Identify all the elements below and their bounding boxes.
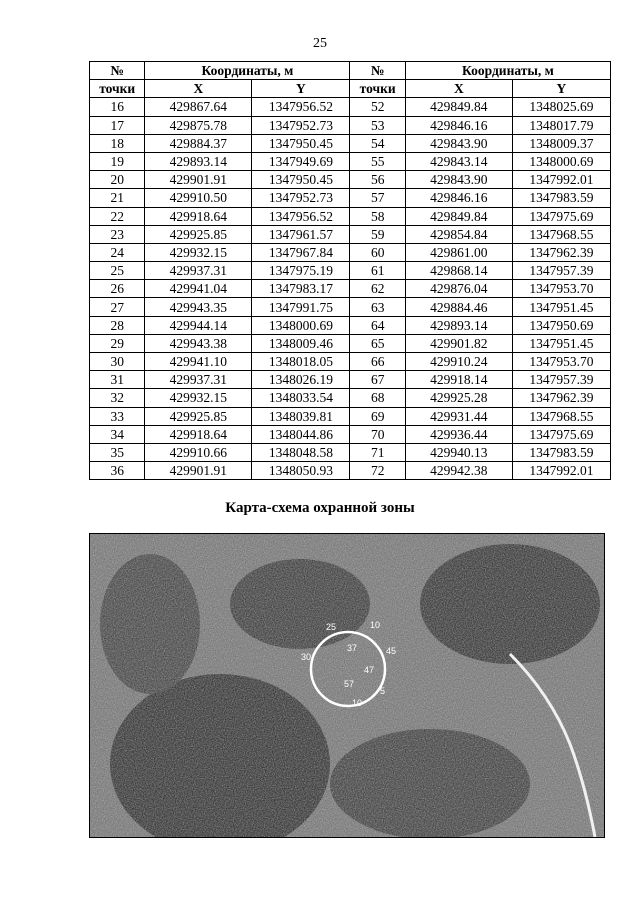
x-value-cell: 429932.15 [145,243,252,261]
x-value-cell: 429867.64 [145,98,252,116]
y-value-cell: 1348050.93 [252,462,350,480]
y-value-cell: 1347991.75 [252,298,350,316]
point-number-header-line1-right: № [350,62,405,80]
y-value-cell: 1347968.55 [512,407,610,425]
y-value-cell: 1347951.45 [512,298,610,316]
y-value-cell: 1347975.69 [512,425,610,443]
y-value-cell: 1347957.39 [512,262,610,280]
x-value-cell: 429843.90 [405,134,512,152]
point-number-cell: 59 [350,225,405,243]
x-value-cell: 429893.14 [405,316,512,334]
y-value-cell: 1347975.69 [512,207,610,225]
point-number-cell: 61 [350,262,405,280]
point-number-cell: 72 [350,462,405,480]
point-number-cell: 19 [90,152,145,170]
y-value-cell: 1347968.55 [512,225,610,243]
y-header-left: Y [252,80,350,98]
y-value-cell: 1348044.86 [252,425,350,443]
x-value-cell: 429937.31 [145,262,252,280]
x-value-cell: 429868.14 [405,262,512,280]
x-value-cell: 429876.04 [405,280,512,298]
x-value-cell: 429931.44 [405,407,512,425]
x-value-cell: 429846.16 [405,116,512,134]
table-row [90,98,611,116]
table-row [90,116,611,134]
x-value-cell: 429910.50 [145,189,252,207]
point-number-header-line2-right: точки [350,80,405,98]
point-number-cell: 24 [90,243,145,261]
y-value-cell: 1348033.54 [252,389,350,407]
y-value-cell: 1347953.70 [512,353,610,371]
point-number-cell: 69 [350,407,405,425]
table-row [90,425,611,443]
point-number-cell: 68 [350,389,405,407]
point-number-cell: 22 [90,207,145,225]
y-header-right: Y [512,80,610,98]
x-value-cell: 429875.78 [145,116,252,134]
map-label-2: 10 [370,620,381,630]
point-number-cell: 70 [350,425,405,443]
page-number: 25 [313,36,327,51]
x-value-cell: 429943.38 [145,334,252,352]
table-row [90,243,611,261]
x-value-cell: 429943.35 [145,298,252,316]
table-row [90,298,611,316]
point-number-cell: 21 [90,189,145,207]
y-value-cell: 1347949.69 [252,152,350,170]
point-number-cell: 26 [90,280,145,298]
map-label-9: 10 [352,698,363,708]
y-value-cell: 1347956.52 [252,207,350,225]
x-value-cell: 429846.16 [405,189,512,207]
point-number-cell: 16 [90,98,145,116]
point-number-cell: 57 [350,189,405,207]
x-value-cell: 429918.64 [145,207,252,225]
y-value-cell: 1348039.81 [252,407,350,425]
point-number-cell: 63 [350,298,405,316]
y-value-cell: 1347983.17 [252,280,350,298]
coordinates-table [89,61,611,480]
y-value-cell: 1347992.01 [512,462,610,480]
point-number-cell: 71 [350,443,405,461]
table-row [90,171,611,189]
y-value-cell: 1347953.70 [512,280,610,298]
table-row [90,462,611,480]
y-value-cell: 1348009.46 [252,334,350,352]
map-label-8: 5 [380,686,386,696]
table-row [90,316,611,334]
point-number-cell: 28 [90,316,145,334]
x-value-cell: 429910.66 [145,443,252,461]
point-number-cell: 23 [90,225,145,243]
map-title: Карта-схема охранной зоны [225,500,415,516]
table-row [90,443,611,461]
point-number-cell: 56 [350,171,405,189]
y-value-cell: 1347983.59 [512,189,610,207]
y-value-cell: 1348009.37 [512,134,610,152]
x-value-cell: 429884.37 [145,134,252,152]
table-row [90,371,611,389]
x-value-cell: 429901.91 [145,462,252,480]
map-label-6: 47 [364,665,375,675]
y-value-cell: 1347962.39 [512,389,610,407]
y-value-cell: 1348026.19 [252,371,350,389]
point-number-header-line1: № [90,62,145,80]
x-value-cell: 429893.14 [145,152,252,170]
point-number-cell: 30 [90,353,145,371]
y-value-cell: 1347992.01 [512,171,610,189]
x-value-cell: 429940.13 [405,443,512,461]
table-body [90,98,611,480]
x-value-cell: 429942.38 [405,462,512,480]
y-value-cell: 1348018.05 [252,353,350,371]
table-row [90,353,611,371]
x-value-cell: 429937.31 [145,371,252,389]
point-number-cell: 65 [350,334,405,352]
map-label-7: 57 [344,679,355,689]
point-number-cell: 66 [350,353,405,371]
table-row [90,334,611,352]
point-number-cell: 32 [90,389,145,407]
point-number-cell: 29 [90,334,145,352]
x-header-left: X [145,80,252,98]
aerial-image [90,534,604,837]
x-value-cell: 429925.85 [145,225,252,243]
point-number-cell: 31 [90,371,145,389]
x-value-cell: 429901.82 [405,334,512,352]
y-value-cell: 1347962.39 [512,243,610,261]
x-value-cell: 429910.24 [405,353,512,371]
point-number-cell: 64 [350,316,405,334]
table-row [90,152,611,170]
y-value-cell: 1347950.45 [252,171,350,189]
table-row [90,225,611,243]
table-row [90,134,611,152]
point-number-cell: 55 [350,152,405,170]
x-value-cell: 429944.14 [145,316,252,334]
x-value-cell: 429918.64 [145,425,252,443]
y-value-cell: 1348000.69 [512,152,610,170]
point-number-cell: 18 [90,134,145,152]
protection-zone-map [89,533,605,838]
y-value-cell: 1347983.59 [512,443,610,461]
x-value-cell: 429849.84 [405,98,512,116]
x-value-cell: 429849.84 [405,207,512,225]
y-value-cell: 1347961.57 [252,225,350,243]
point-number-cell: 53 [350,116,405,134]
point-number-cell: 62 [350,280,405,298]
y-value-cell: 1347956.52 [252,98,350,116]
y-value-cell: 1347967.84 [252,243,350,261]
point-number-cell: 58 [350,207,405,225]
y-value-cell: 1347951.45 [512,334,610,352]
point-number-cell: 36 [90,462,145,480]
x-value-cell: 429884.46 [405,298,512,316]
map-label-5: 37 [347,643,358,653]
point-number-cell: 27 [90,298,145,316]
table-row [90,407,611,425]
coordinates-header-right: Координаты, м [405,62,610,80]
y-value-cell: 1348000.69 [252,316,350,334]
point-number-cell: 17 [90,116,145,134]
table-row [90,262,611,280]
x-value-cell: 429925.85 [145,407,252,425]
point-number-cell: 54 [350,134,405,152]
y-value-cell: 1347952.73 [252,189,350,207]
table-subheader-row [90,80,611,98]
point-number-cell: 60 [350,243,405,261]
x-value-cell: 429941.04 [145,280,252,298]
point-number-cell: 25 [90,262,145,280]
point-number-cell: 20 [90,171,145,189]
y-value-cell: 1347952.73 [252,116,350,134]
y-value-cell: 1347950.69 [512,316,610,334]
y-value-cell: 1348017.79 [512,116,610,134]
x-value-cell: 429925.28 [405,389,512,407]
point-number-cell: 33 [90,407,145,425]
y-value-cell: 1348025.69 [512,98,610,116]
table-row [90,207,611,225]
x-value-cell: 429843.14 [405,152,512,170]
y-value-cell: 1348048.58 [252,443,350,461]
y-value-cell: 1347975.19 [252,262,350,280]
table-row [90,189,611,207]
point-number-header-line2: точки [90,80,145,98]
x-value-cell: 429936.44 [405,425,512,443]
map-label-1: 25 [326,622,337,632]
x-value-cell: 429941.10 [145,353,252,371]
y-value-cell: 1347957.39 [512,371,610,389]
x-value-cell: 429932.15 [145,389,252,407]
table-header-row [90,62,611,80]
x-value-cell: 429861.00 [405,243,512,261]
x-value-cell: 429901.91 [145,171,252,189]
point-number-cell: 34 [90,425,145,443]
point-number-cell: 67 [350,371,405,389]
table-row [90,389,611,407]
coordinates-header-left: Координаты, м [145,62,350,80]
map-label-3: 30 [301,652,312,662]
point-number-cell: 52 [350,98,405,116]
x-value-cell: 429918.14 [405,371,512,389]
map-label-4: 45 [386,646,397,656]
point-number-cell: 35 [90,443,145,461]
x-value-cell: 429843.90 [405,171,512,189]
x-header-right: X [405,80,512,98]
table-row [90,280,611,298]
y-value-cell: 1347950.45 [252,134,350,152]
x-value-cell: 429854.84 [405,225,512,243]
